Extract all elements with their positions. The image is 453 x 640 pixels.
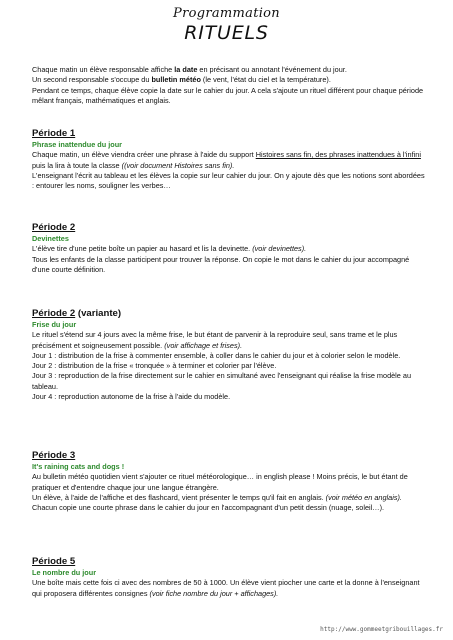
period-2-variant-subtitle: Frise du jour [32, 320, 77, 329]
period-5-heading [32, 556, 428, 568]
period-2-variant-day-2: Jour 2 : distribution de la frise « tronquée » à terminer et colorier par l'élève. [32, 361, 277, 371]
period-2-heading-text: Période 2 [32, 222, 76, 233]
period-5-italic-ref: (voir fiche nombre du jour + affichages). [149, 588, 279, 598]
intro-text: Un second responsable s'occupe du [32, 75, 152, 85]
section-period-5 [32, 556, 428, 599]
footer-url: http://www.gommeetgribouillages.fr [320, 626, 443, 633]
section-period-3 [32, 450, 428, 513]
period-2-variant-heading [32, 308, 428, 320]
intro-bold-date: la date [174, 65, 198, 74]
period-1-underlined-ref: Histoires sans fin, des phrases inattendues à l'infini [255, 150, 421, 160]
intro-text: (le vent, l'état du ciel et la température). [200, 75, 331, 85]
period-2-variant-italic-ref: (voir affichage et frises). [164, 340, 243, 350]
intro-section [32, 65, 428, 106]
period-1-text: puis la lira à toute la classe [32, 160, 122, 170]
intro-paragraph-date [32, 65, 428, 75]
intro-paragraph-weather [32, 75, 428, 85]
period-1-heading [32, 128, 428, 140]
period-2-variant-day-4: Jour 4 : reproduction autonome de la frise à l'aide du modèle. [32, 392, 231, 402]
period-2-variant-label: (variante) [75, 308, 122, 319]
period-2-text-1 [32, 244, 428, 254]
period-5-heading-text: Période 5 [32, 556, 76, 567]
period-2-italic-ref: (voir devinettes). [252, 244, 307, 254]
period-3-text-2 [32, 493, 428, 514]
period-1-text: Chaque matin, un élève viendra créer une phrase à l'aide du support [32, 150, 256, 160]
period-3-text: Un élève, à l'aide de l'affiche et des flashcard, vient présenter le temps qu'il fait en anglais. [32, 492, 326, 502]
header-kicker: Programmation [173, 6, 280, 21]
period-1-text-1 [32, 150, 428, 171]
period-2-variant-text: Le rituel s'étend sur 4 jours avec la même frise, le but étant de parvenir à la reproduire seul, sans trame et le plus précisément et soigneusement possible. [32, 330, 398, 350]
period-3-italic-ref: (voir météo en anglais). [325, 492, 402, 502]
period-2-variant-day-1: Jour 1 : distribution de la frise à commenter ensemble, à coller dans le cahier du jour et à colorier selon le modèle. [32, 350, 401, 360]
period-2-text: L'élève tire d'une petite boîte un papier au hasard et lis la devinette. [32, 244, 253, 254]
period-3-heading [32, 450, 428, 462]
intro-text: Chaque matin un élève responsable affiche [32, 65, 175, 74]
document-header [0, 6, 453, 44]
period-1-subtitle: Phrase inattendue du jour [32, 140, 123, 149]
period-1-text-2: L'enseignant l'écrit au tableau et les élèves la copie sur leur cahier du jour. On y ajoute dès que les notions sont abordées : entourer les noms, souligner les verbes… [32, 170, 425, 191]
period-5-text-1 [32, 578, 428, 599]
period-3-heading-text: Période 3 [32, 450, 76, 461]
period-2-variant-heading-text: Période 2 [32, 308, 76, 319]
section-period-1 [32, 128, 428, 191]
section-period-2-variant [32, 308, 428, 402]
period-3-subtitle: It's raining cats and dogs ! [32, 462, 125, 471]
period-2-variant-day-3: Jour 3 : reproduction de la frise directement sur le cahier en simultané avec l'enseignant qui réalise la frise modèle au tableau. [32, 371, 412, 391]
section-period-2 [32, 222, 428, 275]
intro-text: en précisant ou annotant l'événement du jour. [197, 65, 347, 74]
period-5-text: Une boîte mais cette fois ci avec des nombres de 50 à 1000. Un élève vient piocher une carte et la donne à l'enseignant qui proposera différentes consignes [32, 578, 420, 598]
period-2-text-2: Tous les enfants de la classe participent pour trouver la réponse. On copie le mot dans le cahier du jour accompagné d'une courte définition. [32, 254, 410, 274]
period-3-text-1: Au bulletin météo quotidien vient s'ajouter ce rituel météorologique… in english please ! Moins précis, le but étant de pratiquer et d'entendre chaque jour une langue étrangère. [32, 472, 408, 492]
intro-paragraph-copy: Pendant ce temps, chaque élève copie la date sur le cahier du jour. A cela s'ajoute un rituel différent pour chaque période mêlant français, mathématiques et anglais. [32, 85, 424, 105]
period-2-variant-text-1 [32, 330, 428, 351]
document-title: RITUELS [184, 22, 269, 44]
period-3-text: Chacun copie une courte phrase dans le cahier du jour en l'accompagnant d'un petit dessin (nuage, soleil…). [32, 503, 385, 513]
period-1-heading-text: Période 1 [32, 128, 76, 139]
intro-bold-weather: bulletin météo [151, 75, 201, 85]
period-2-heading [32, 222, 428, 234]
period-5-subtitle: Le nombre du jour [32, 568, 97, 577]
period-1-italic-ref: ((voir document Histoires sans fin). [121, 160, 235, 170]
period-2-subtitle: Devinettes [32, 234, 69, 243]
